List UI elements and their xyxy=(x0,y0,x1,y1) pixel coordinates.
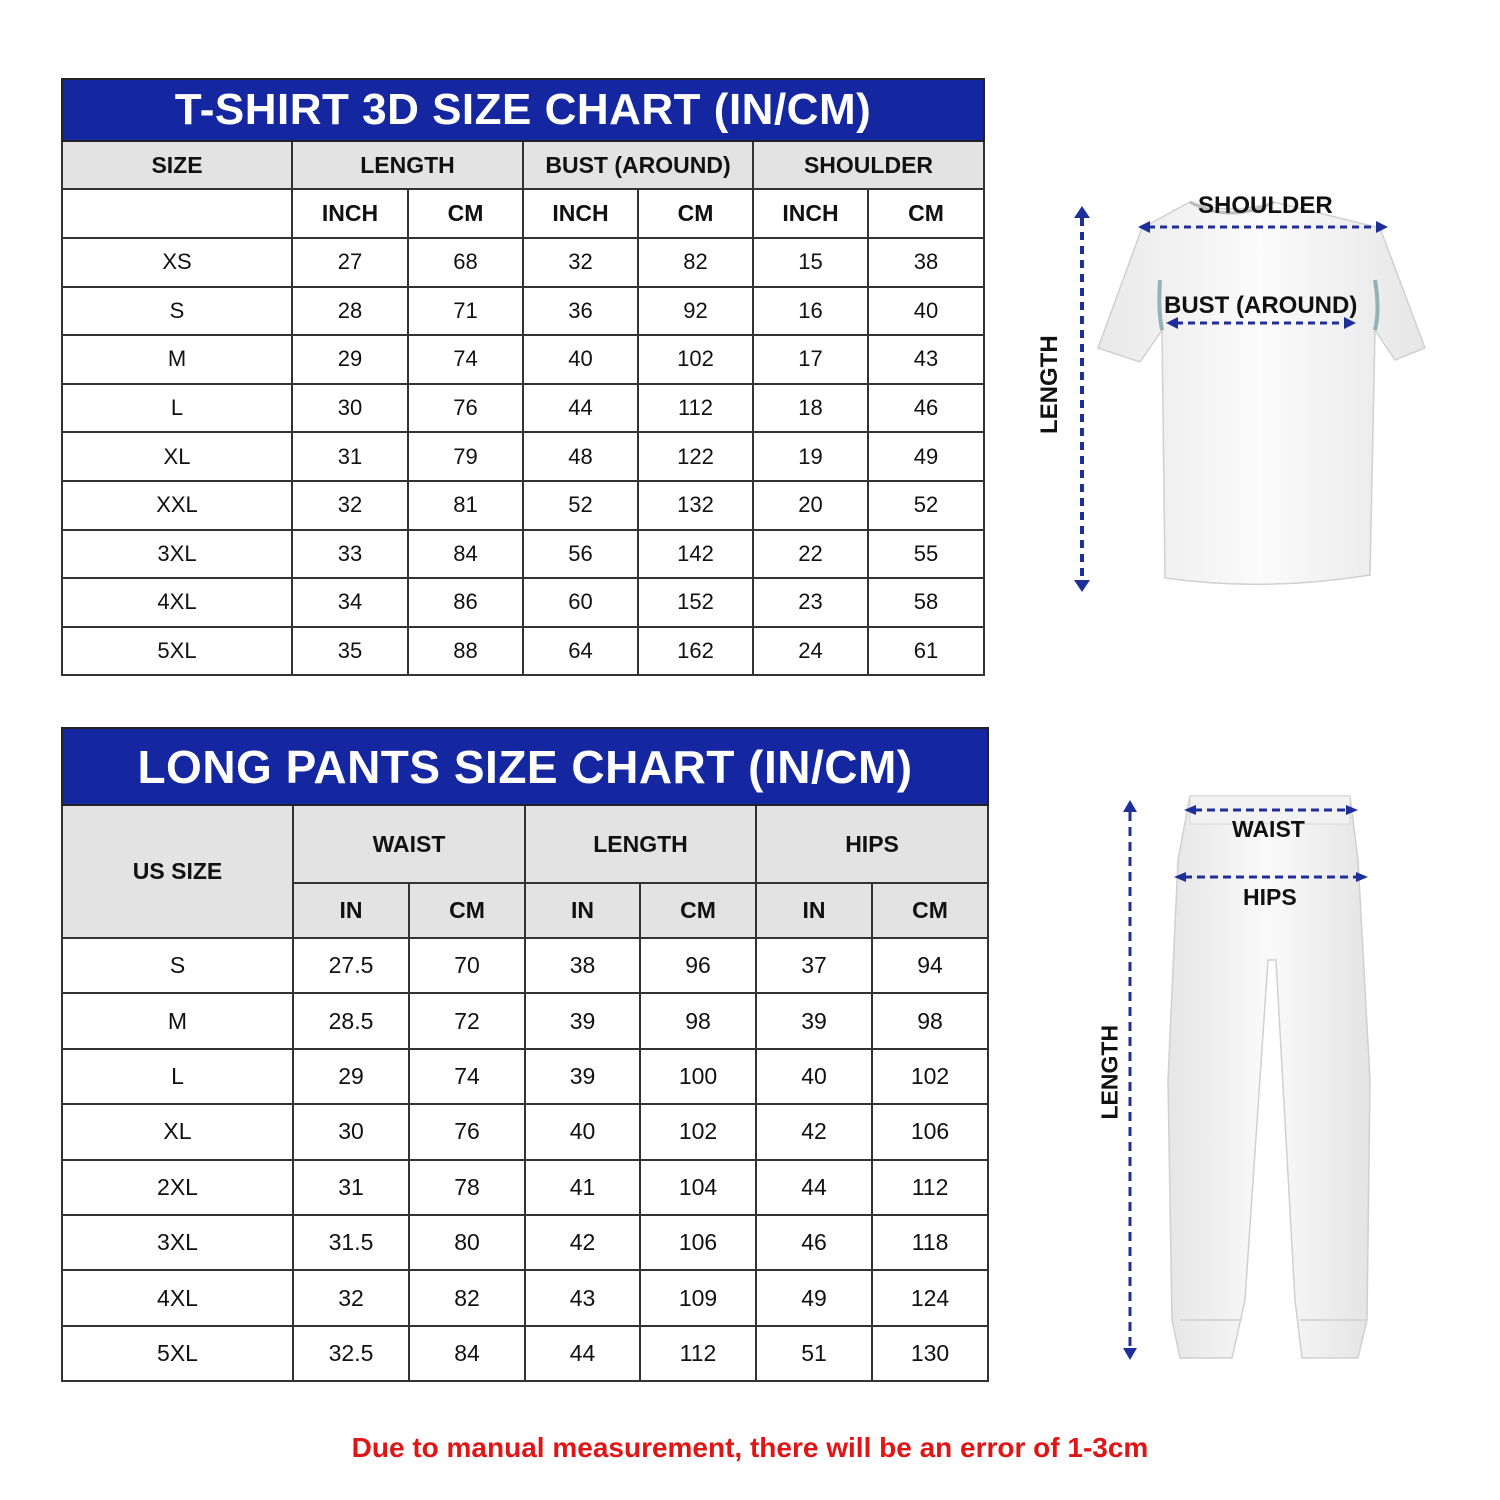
table-row xyxy=(62,1049,988,1104)
cell-hips-cm: 94 xyxy=(872,938,988,993)
tshirt-illustration xyxy=(1030,180,1450,610)
cell-length-in: 30 xyxy=(292,384,408,433)
subheader-shoulder-cm: CM xyxy=(868,189,984,238)
cell-hips-cm: 98 xyxy=(872,993,988,1048)
cell-length-in: 29 xyxy=(292,335,408,384)
pants-measurement-figure xyxy=(1080,780,1400,1380)
cell-waist-in: 31.5 xyxy=(293,1215,409,1270)
cell-hips-cm: 112 xyxy=(872,1160,988,1215)
tshirt-chart-title: T-SHIRT 3D SIZE CHART (IN/CM) xyxy=(62,79,984,141)
cell-waist-cm: 70 xyxy=(409,938,525,993)
cell-length-in: 35 xyxy=(292,627,408,676)
cell-length-in: 38 xyxy=(525,938,640,993)
cell-bust-cm: 82 xyxy=(638,238,753,287)
cell-size: M xyxy=(62,335,292,384)
cell-hips-in: 42 xyxy=(756,1104,872,1159)
cell-length-cm: 106 xyxy=(640,1215,756,1270)
hips-label: HIPS xyxy=(1243,884,1297,910)
table-row xyxy=(62,1160,988,1215)
cell-length-in: 44 xyxy=(525,1326,640,1381)
subheader-length-cm: CM xyxy=(408,189,523,238)
header-us-size: US SIZE xyxy=(62,805,293,938)
cell-length-cm: 100 xyxy=(640,1049,756,1104)
cell-length-in: 43 xyxy=(525,1270,640,1325)
tshirt-measurement-figure xyxy=(1030,180,1450,610)
cell-length-cm: 98 xyxy=(640,993,756,1048)
cell-length-cm: 79 xyxy=(408,432,523,481)
cell-length-cm: 81 xyxy=(408,481,523,530)
cell-bust-in: 36 xyxy=(523,287,638,336)
cell-bust-in: 60 xyxy=(523,578,638,627)
cell-waist-in: 31 xyxy=(293,1160,409,1215)
subheader-empty xyxy=(62,189,292,238)
cell-bust-cm: 122 xyxy=(638,432,753,481)
cell-hips-cm: 124 xyxy=(872,1270,988,1325)
table-row xyxy=(62,1270,988,1325)
cell-length-in: 33 xyxy=(292,530,408,579)
cell-size: XL xyxy=(62,432,292,481)
cell-length-cm: 109 xyxy=(640,1270,756,1325)
cell-size: XS xyxy=(62,238,292,287)
table-row xyxy=(62,335,984,384)
header-length: LENGTH xyxy=(525,805,756,883)
cell-shoulder-cm: 58 xyxy=(868,578,984,627)
cell-length-cm: 88 xyxy=(408,627,523,676)
tshirt-size-chart xyxy=(61,78,985,676)
cell-shoulder-in: 23 xyxy=(753,578,868,627)
cell-waist-in: 30 xyxy=(293,1104,409,1159)
cell-bust-cm: 132 xyxy=(638,481,753,530)
header-shoulder: SHOULDER xyxy=(753,141,984,189)
cell-size: XL xyxy=(62,1104,293,1159)
cell-bust-in: 64 xyxy=(523,627,638,676)
header-size: SIZE xyxy=(62,141,292,189)
cell-size: M xyxy=(62,993,293,1048)
cell-hips-in: 46 xyxy=(756,1215,872,1270)
cell-shoulder-in: 18 xyxy=(753,384,868,433)
subheader-waist-cm: CM xyxy=(409,883,525,938)
cell-length-cm: 68 xyxy=(408,238,523,287)
cell-hips-in: 51 xyxy=(756,1326,872,1381)
cell-length-in: 39 xyxy=(525,1049,640,1104)
cell-length-in: 41 xyxy=(525,1160,640,1215)
subheader-length-in: IN xyxy=(525,883,640,938)
table-row xyxy=(62,238,984,287)
subheader-hips-cm: CM xyxy=(872,883,988,938)
table-row xyxy=(62,432,984,481)
shoulder-label: SHOULDER xyxy=(1198,192,1333,219)
cell-shoulder-cm: 52 xyxy=(868,481,984,530)
subheader-bust-inch: INCH xyxy=(523,189,638,238)
cell-hips-cm: 106 xyxy=(872,1104,988,1159)
cell-bust-in: 56 xyxy=(523,530,638,579)
cell-waist-cm: 80 xyxy=(409,1215,525,1270)
header-waist: WAIST xyxy=(293,805,525,883)
cell-length-cm: 104 xyxy=(640,1160,756,1215)
cell-length-in: 27 xyxy=(292,238,408,287)
cell-hips-cm: 130 xyxy=(872,1326,988,1381)
pants-illustration xyxy=(1080,780,1400,1380)
cell-length-cm: 86 xyxy=(408,578,523,627)
cell-size: 3XL xyxy=(62,530,292,579)
tshirt-length-label: LENGTH xyxy=(1036,335,1063,434)
cell-size: S xyxy=(62,287,292,336)
cell-shoulder-cm: 43 xyxy=(868,335,984,384)
cell-waist-in: 32 xyxy=(293,1270,409,1325)
cell-bust-in: 52 xyxy=(523,481,638,530)
cell-shoulder-in: 17 xyxy=(753,335,868,384)
cell-shoulder-cm: 61 xyxy=(868,627,984,676)
cell-bust-cm: 92 xyxy=(638,287,753,336)
header-bust: BUST (AROUND) xyxy=(523,141,753,189)
cell-shoulder-cm: 49 xyxy=(868,432,984,481)
cell-waist-in: 32.5 xyxy=(293,1326,409,1381)
cell-length-cm: 84 xyxy=(408,530,523,579)
cell-shoulder-cm: 40 xyxy=(868,287,984,336)
subheader-shoulder-inch: INCH xyxy=(753,189,868,238)
cell-length-cm: 112 xyxy=(640,1326,756,1381)
cell-length-cm: 102 xyxy=(640,1104,756,1159)
cell-hips-in: 44 xyxy=(756,1160,872,1215)
cell-bust-cm: 162 xyxy=(638,627,753,676)
table-row xyxy=(62,287,984,336)
cell-length-cm: 74 xyxy=(408,335,523,384)
cell-hips-cm: 118 xyxy=(872,1215,988,1270)
cell-shoulder-in: 15 xyxy=(753,238,868,287)
subheader-bust-cm: CM xyxy=(638,189,753,238)
cell-bust-cm: 152 xyxy=(638,578,753,627)
cell-length-in: 40 xyxy=(525,1104,640,1159)
cell-bust-in: 40 xyxy=(523,335,638,384)
cell-waist-cm: 76 xyxy=(409,1104,525,1159)
cell-length-in: 31 xyxy=(292,432,408,481)
subheader-length-inch: INCH xyxy=(292,189,408,238)
cell-bust-cm: 112 xyxy=(638,384,753,433)
subheader-hips-in: IN xyxy=(756,883,872,938)
header-length: LENGTH xyxy=(292,141,523,189)
waist-label: WAIST xyxy=(1232,816,1305,842)
table-row xyxy=(62,481,984,530)
pants-chart-title: LONG PANTS SIZE CHART (IN/CM) xyxy=(62,728,988,805)
cell-waist-in: 28.5 xyxy=(293,993,409,1048)
cell-size: 2XL xyxy=(62,1160,293,1215)
subheader-length-cm: CM xyxy=(640,883,756,938)
subheader-waist-in: IN xyxy=(293,883,409,938)
pants-length-label: LENGTH xyxy=(1096,1024,1123,1120)
cell-length-in: 28 xyxy=(292,287,408,336)
cell-shoulder-cm: 55 xyxy=(868,530,984,579)
table-row xyxy=(62,384,984,433)
cell-hips-in: 39 xyxy=(756,993,872,1048)
cell-hips-in: 49 xyxy=(756,1270,872,1325)
cell-shoulder-in: 16 xyxy=(753,287,868,336)
cell-waist-in: 27.5 xyxy=(293,938,409,993)
cell-bust-in: 44 xyxy=(523,384,638,433)
cell-size: L xyxy=(62,384,292,433)
cell-size: 3XL xyxy=(62,1215,293,1270)
table-row xyxy=(62,938,988,993)
cell-shoulder-cm: 38 xyxy=(868,238,984,287)
cell-waist-cm: 84 xyxy=(409,1326,525,1381)
cell-size: 4XL xyxy=(62,578,292,627)
table-row xyxy=(62,627,984,676)
cell-size: 5XL xyxy=(62,1326,293,1381)
cell-size: 5XL xyxy=(62,627,292,676)
cell-waist-cm: 78 xyxy=(409,1160,525,1215)
measurement-disclaimer: Due to manual measurement, there will be an error of 1-3cm xyxy=(351,1432,1149,1463)
tshirt-table-body xyxy=(62,238,984,675)
pants-size-chart xyxy=(61,727,989,1382)
cell-length-in: 32 xyxy=(292,481,408,530)
cell-bust-in: 48 xyxy=(523,432,638,481)
cell-shoulder-in: 19 xyxy=(753,432,868,481)
cell-bust-cm: 102 xyxy=(638,335,753,384)
table-row xyxy=(62,530,984,579)
cell-length-in: 42 xyxy=(525,1215,640,1270)
cell-shoulder-in: 24 xyxy=(753,627,868,676)
cell-waist-cm: 72 xyxy=(409,993,525,1048)
table-row xyxy=(62,1104,988,1159)
table-row xyxy=(62,1326,988,1381)
cell-waist-cm: 74 xyxy=(409,1049,525,1104)
bust-label: BUST (AROUND) xyxy=(1164,292,1358,319)
cell-size: XXL xyxy=(62,481,292,530)
cell-length-in: 39 xyxy=(525,993,640,1048)
cell-size: S xyxy=(62,938,293,993)
cell-shoulder-in: 22 xyxy=(753,530,868,579)
pants-table-body xyxy=(62,938,988,1381)
cell-length-cm: 71 xyxy=(408,287,523,336)
table-row xyxy=(62,993,988,1048)
cell-waist-in: 29 xyxy=(293,1049,409,1104)
cell-hips-in: 37 xyxy=(756,938,872,993)
cell-bust-cm: 142 xyxy=(638,530,753,579)
cell-bust-in: 32 xyxy=(523,238,638,287)
cell-size: 4XL xyxy=(62,1270,293,1325)
cell-size: L xyxy=(62,1049,293,1104)
cell-shoulder-in: 20 xyxy=(753,481,868,530)
cell-waist-cm: 82 xyxy=(409,1270,525,1325)
cell-length-in: 34 xyxy=(292,578,408,627)
table-row xyxy=(62,1215,988,1270)
cell-shoulder-cm: 46 xyxy=(868,384,984,433)
cell-length-cm: 76 xyxy=(408,384,523,433)
cell-length-cm: 96 xyxy=(640,938,756,993)
cell-hips-cm: 102 xyxy=(872,1049,988,1104)
table-row xyxy=(62,578,984,627)
cell-hips-in: 40 xyxy=(756,1049,872,1104)
header-hips: HIPS xyxy=(756,805,988,883)
